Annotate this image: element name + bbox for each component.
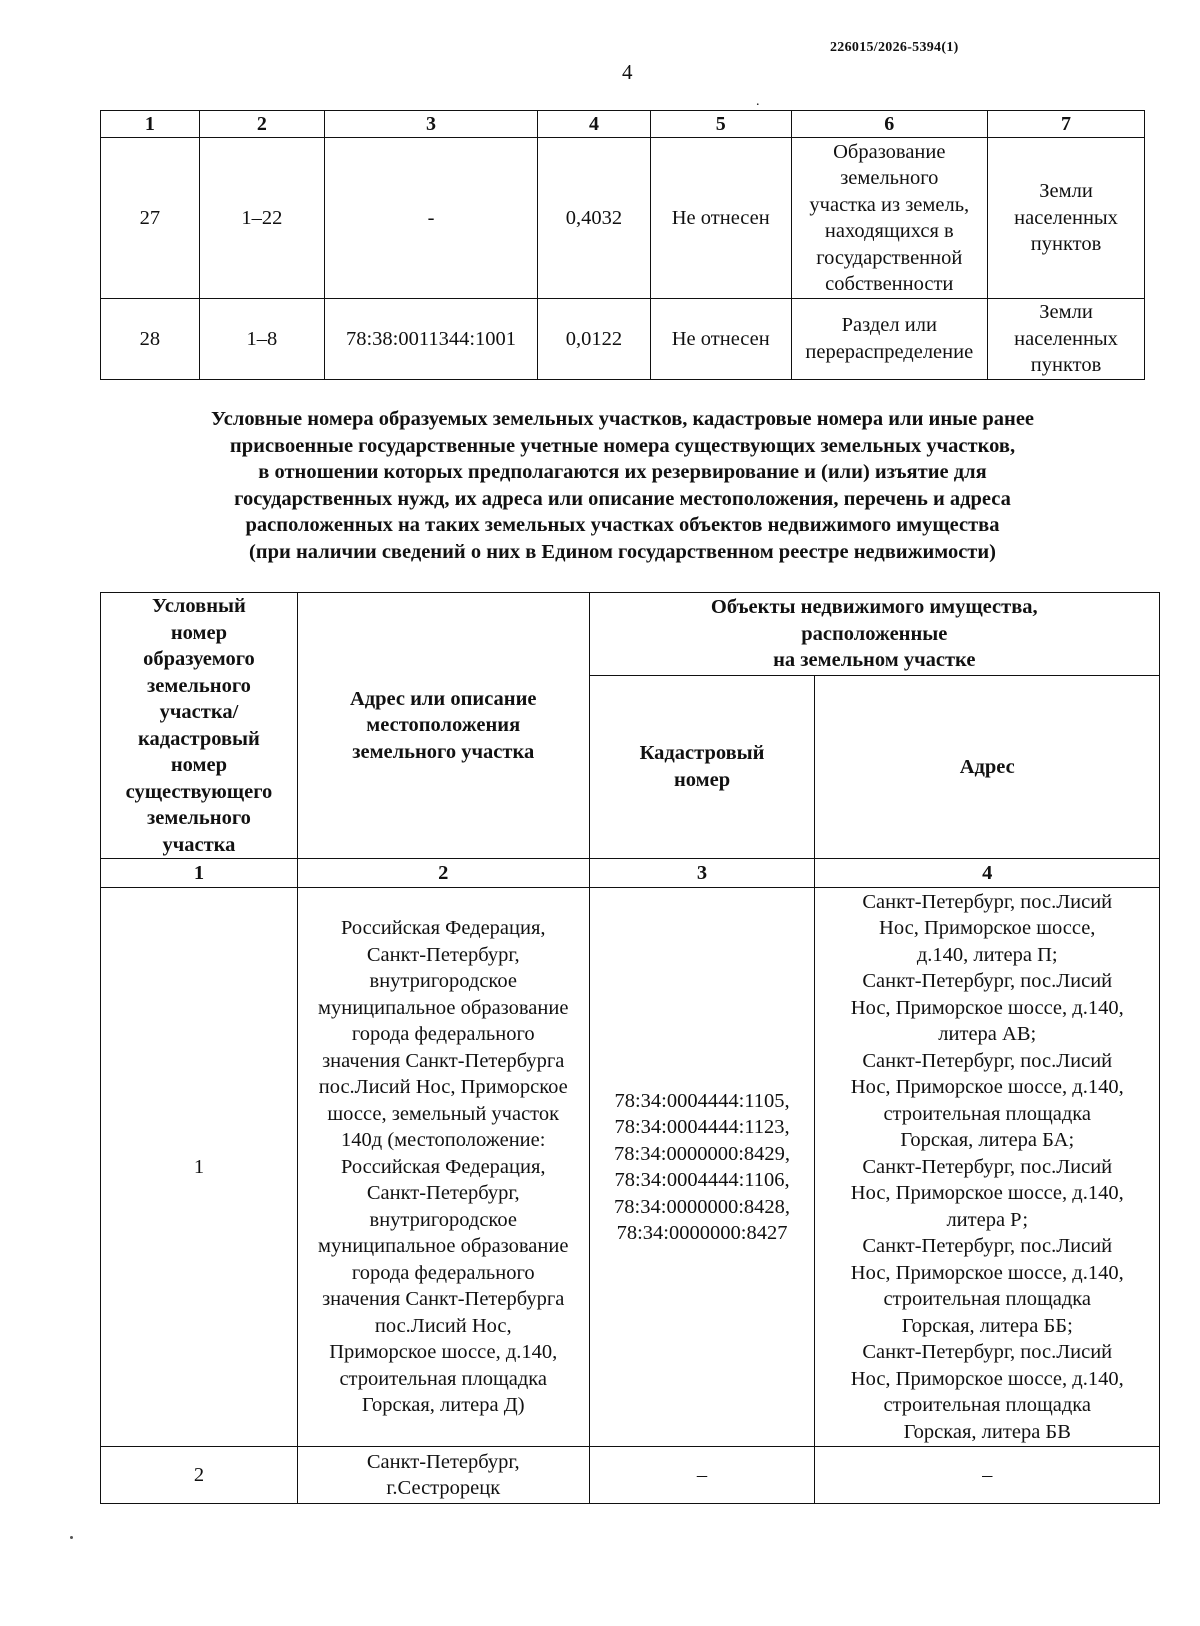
table-cell: 0,0122 [537,299,650,380]
column-number: 4 [815,859,1160,888]
section-title-line: расположенных на таких земельных участках объектов недвижимого имущества [245,514,1000,536]
table-header-row [101,593,1160,676]
column-number: 3 [325,111,538,138]
page-number: 4 [622,60,633,84]
column-number: 4 [537,111,650,138]
header-cadastral-number: Кадастровый номер [589,675,815,858]
column-number: 7 [988,111,1145,138]
table-cell: 2 [101,1447,298,1504]
table-row [101,138,1145,299]
column-number: 2 [199,111,324,138]
document-number: 226015/2026-5394(1) [830,40,959,55]
table-cell: 78:34:0004444:1105, 78:34:0004444:1123, 78:34:0000000:8429, 78:34:0004444:1106, 78:34:0000000:8428, 78:34:0000000:8427 [589,888,815,1447]
reserved-plots-table [100,592,1160,1504]
table-cell: 1–22 [199,138,324,299]
table-cell: Земли населенных пунктов [988,299,1145,380]
column-number: 6 [791,111,988,138]
header-conditional-number: Условный номер образуемого земельного участка/ кадастровый номер существующего земельного участка [101,593,298,859]
column-number: 1 [101,859,298,888]
table-header-row [101,111,1145,138]
table-cell: Образование земельного участка из земель, находящихся в государственной собственности [791,138,988,299]
column-number: 5 [650,111,791,138]
table-cell: Российская Федерация, Санкт-Петербург, внутригородское муниципальное образование города федерального значения Санкт-Петербурга пос.Лисий Нос, Приморское шоссе, земельный участок 140д (местоположение: Российская Федерация, Санкт-Петербург, внутригородское муниципальное образование города федерального значения Санкт-Петербурга пос.Лисий Нос, Приморское шоссе, д.140, строительная площадка Горская, литера Д) [297,888,589,1447]
header-address-description: Адрес или описание местоположения земельного участка [297,593,589,859]
column-number: 1 [101,111,200,138]
table-cell: Санкт-Петербург, г.Сестрорецк [297,1447,589,1504]
section-title-line: государственных нужд, их адреса или описание местоположения, перечень и адреса [234,487,1011,510]
scan-speck [70,1536,73,1539]
section-title-line: (при наличии сведений о них в Едином государственном реестре недвижимости) [248,540,997,563]
table-cell: Раздел или перераспределение [791,299,988,380]
table-cell: 1–8 [199,299,324,380]
table-cell: Санкт-Петербург, пос.Лисий Нос, Приморское шоссе, д.140, литера П; Санкт-Петербург, пос.Лисий Нос, Приморское шоссе, д.140, литера АВ; Санкт-Петербург, пос.Лисий Нос, Приморское шоссе, д.140, строительная площадка Горская, литера БА; Санкт-Петербург, пос.Лисий Нос, Приморское шоссе, д.140, литера Р; Санкт-Петербург, пос.Лисий Нос, Приморское шоссе, д.140, строительная площадка Горская, литера ББ; Санкт-Петербург, пос.Лисий Нос, Приморское шоссе, д.140, строительная площадка Горская, литера БВ [815,888,1160,1447]
section-title-line: Условные номера образуемых земельных участков, кадастровые номера или иные ранее [210,408,1035,430]
column-number: 3 [589,859,815,888]
table-row [101,888,1160,1447]
table-cell: 0,4032 [537,138,650,299]
section-title-line: присвоенные государственные учетные номера существующих земельных участков, [229,434,1016,457]
column-number: 2 [297,859,589,888]
table-cell: – [589,1447,815,1504]
header-address: Адрес [815,675,1160,858]
land-plots-table [100,110,1145,380]
table-cell: 28 [101,299,200,380]
table-cell: 27 [101,138,200,299]
header-real-estate-objects: Объекты недвижимого имущества, расположенные на земельном участке [589,593,1159,676]
table-cell: Земли населенных пунктов [988,138,1145,299]
table-cell: - [325,138,538,299]
table-cell: 1 [101,888,298,1447]
table-cell: 78:38:0011344:1001 [325,299,538,380]
table-cell: Не отнесен [650,299,791,380]
section-title [100,406,1145,565]
scan-dot-mark: . [756,94,760,109]
column-numbers-row [101,859,1160,888]
section-title-line: в отношении которых предполагаются их резервирование и (или) изъятие для [258,461,987,483]
table-cell: Не отнесен [650,138,791,299]
table-row [101,299,1145,380]
table-row [101,1447,1160,1504]
table-cell: – [815,1447,1160,1504]
